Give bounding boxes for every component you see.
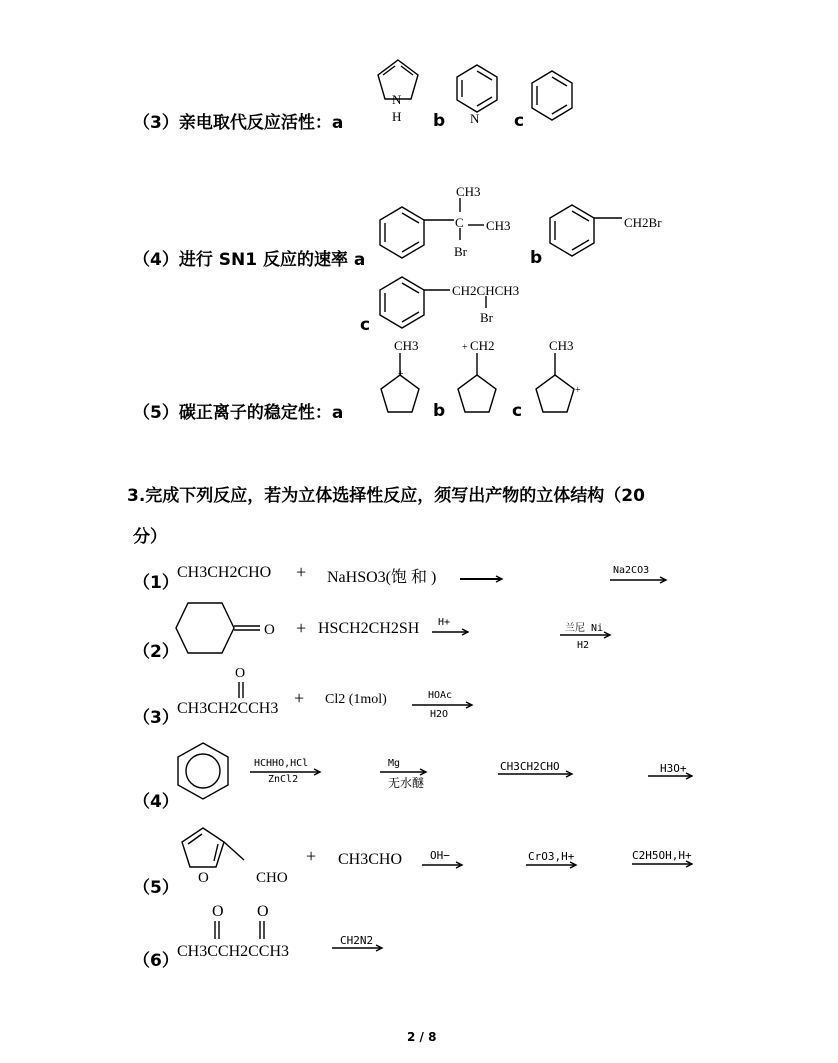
a-ch3: CH3 bbox=[394, 338, 419, 353]
rxn5-arrow2 bbox=[526, 861, 581, 871]
rxn1-reagent: NaHSO3(饱 和 ) bbox=[327, 569, 437, 586]
a-ch3-right: CH3 bbox=[486, 218, 511, 233]
furfural-structure bbox=[176, 820, 306, 890]
item4-c: c bbox=[360, 315, 371, 335]
cumyl-bromide-structure bbox=[378, 180, 528, 270]
item3-c: c bbox=[514, 111, 525, 131]
rxn6-left: CH3CCH2CCH3 bbox=[177, 943, 290, 960]
rxn2-cond2-bot: H2 bbox=[577, 640, 590, 651]
item4-b: b bbox=[530, 248, 543, 268]
rxn4-cond2-top: Mg bbox=[388, 758, 401, 769]
rxn6-o2: O bbox=[257, 903, 269, 920]
rxn5-cond1: OH− bbox=[430, 849, 450, 862]
a-br: Br bbox=[454, 244, 467, 259]
pyrrole-n: N bbox=[392, 92, 402, 107]
benzyl-bromide-structure bbox=[548, 200, 688, 270]
page-number: 2 / 8 bbox=[407, 1030, 437, 1044]
rxn1-arrow2 bbox=[610, 576, 670, 586]
c-group: CH2CHCH3 bbox=[452, 283, 520, 298]
pyridine-structure bbox=[455, 60, 505, 130]
rxn6-cond: CH2N2 bbox=[340, 934, 374, 947]
carbocation-b-structure bbox=[452, 335, 512, 420]
b-group: CH2Br bbox=[624, 215, 662, 230]
pyrrole-h: H bbox=[392, 109, 402, 124]
rxn4-cond4: H3O+ bbox=[660, 762, 687, 775]
item5-label: （5）碳正离子的稳定性：a bbox=[133, 403, 344, 423]
carbocation-a-structure bbox=[375, 335, 435, 420]
rxn2-reagent: HSCH2CH2SH bbox=[318, 620, 420, 637]
benzene-structure bbox=[530, 68, 580, 128]
rxn3-o: O bbox=[235, 666, 246, 681]
item3-label: （3）亲电取代反应活性：a bbox=[133, 113, 344, 133]
furfural-o: O bbox=[198, 870, 209, 886]
rxn4-num: （4） bbox=[133, 792, 179, 812]
rxn4-arrow3 bbox=[498, 770, 578, 780]
section3-title-cont: 分） bbox=[133, 527, 167, 547]
cyclohexanone-structure bbox=[176, 600, 286, 660]
rxn6-carbonyl-bonds bbox=[212, 921, 272, 943]
rxn2-cond2-top: 兰尼 Ni bbox=[565, 623, 604, 634]
a-ch3-top: CH3 bbox=[456, 184, 481, 199]
b-plus: + bbox=[462, 342, 468, 353]
rxn1-arrow1 bbox=[460, 574, 505, 584]
rxn5-cond2: CrO3,H+ bbox=[528, 850, 575, 863]
rxn1-left: CH3CH2CHO bbox=[177, 564, 272, 581]
rxn4-arrow4 bbox=[648, 772, 696, 782]
rxn2-plus: + bbox=[296, 618, 307, 638]
rxn5-cond3: C2H5OH,H+ bbox=[632, 849, 692, 862]
rxn5-arrow1 bbox=[422, 861, 467, 871]
rxn3-plus: + bbox=[294, 688, 305, 708]
c-br: Br bbox=[480, 310, 493, 325]
rxn6-arrow bbox=[332, 944, 387, 954]
rxn5-reagent: CH3CHO bbox=[338, 851, 403, 868]
rxn5-plus: + bbox=[306, 846, 317, 866]
rxn1-plus: + bbox=[296, 562, 307, 582]
c-ch3: CH3 bbox=[549, 338, 574, 353]
rxn4-cond1-bot: ZnCl2 bbox=[268, 774, 299, 785]
rxn5-num: （5） bbox=[133, 878, 179, 898]
furfural-cho: CHO bbox=[256, 870, 288, 886]
carbocation-c-structure bbox=[530, 335, 590, 420]
rxn3-num: （3） bbox=[133, 708, 179, 728]
rxn3-cond-top: HOAc bbox=[428, 690, 453, 701]
rxn2-num: （2） bbox=[133, 642, 179, 662]
rxn1-num: （1） bbox=[133, 573, 179, 593]
rxn2-arrow1 bbox=[432, 628, 472, 638]
item5-c: c bbox=[512, 401, 523, 421]
b-ch2: CH2 bbox=[470, 338, 495, 353]
a-plus: + bbox=[398, 369, 404, 380]
cyclohexanone-o: O bbox=[264, 622, 275, 638]
rxn6-o1: O bbox=[212, 903, 224, 920]
a-c: C bbox=[455, 215, 464, 230]
phenylpropyl-bromide-structure bbox=[378, 272, 548, 332]
item4-label: （4）进行 SN1 反应的速率 a bbox=[133, 250, 366, 270]
rxn5-arrow3 bbox=[632, 860, 697, 870]
section3-title: 3.完成下列反应，若为立体选择性反应，须写出产物的立体结构（20 bbox=[127, 486, 645, 506]
rxn3-reagent: Cl2 (1mol) bbox=[325, 692, 387, 707]
rxn4-cond2-bot: 无水醚 bbox=[388, 776, 425, 790]
rxn4-cond1-top: HCHHO,HCl bbox=[254, 758, 309, 769]
rxn2-cond1: H+ bbox=[438, 617, 451, 628]
item3-b: b bbox=[433, 111, 446, 131]
c-plus: + bbox=[575, 385, 581, 396]
rxn3-cond-bot: H2O bbox=[430, 709, 449, 720]
rxn4-cond3: CH3CH2CHO bbox=[500, 760, 560, 773]
rxn3-left: CH3CH2CCH3 bbox=[177, 700, 279, 717]
pyridine-n: N bbox=[470, 111, 480, 126]
pyrrole-structure bbox=[368, 55, 428, 130]
item5-b: b bbox=[433, 401, 446, 421]
rxn1-cond2: Na2CO3 bbox=[613, 565, 650, 576]
rxn3-carbonyl-bond bbox=[236, 682, 246, 702]
rxn6-num: （6） bbox=[133, 951, 179, 971]
rxn4-benzene-structure bbox=[176, 740, 236, 805]
